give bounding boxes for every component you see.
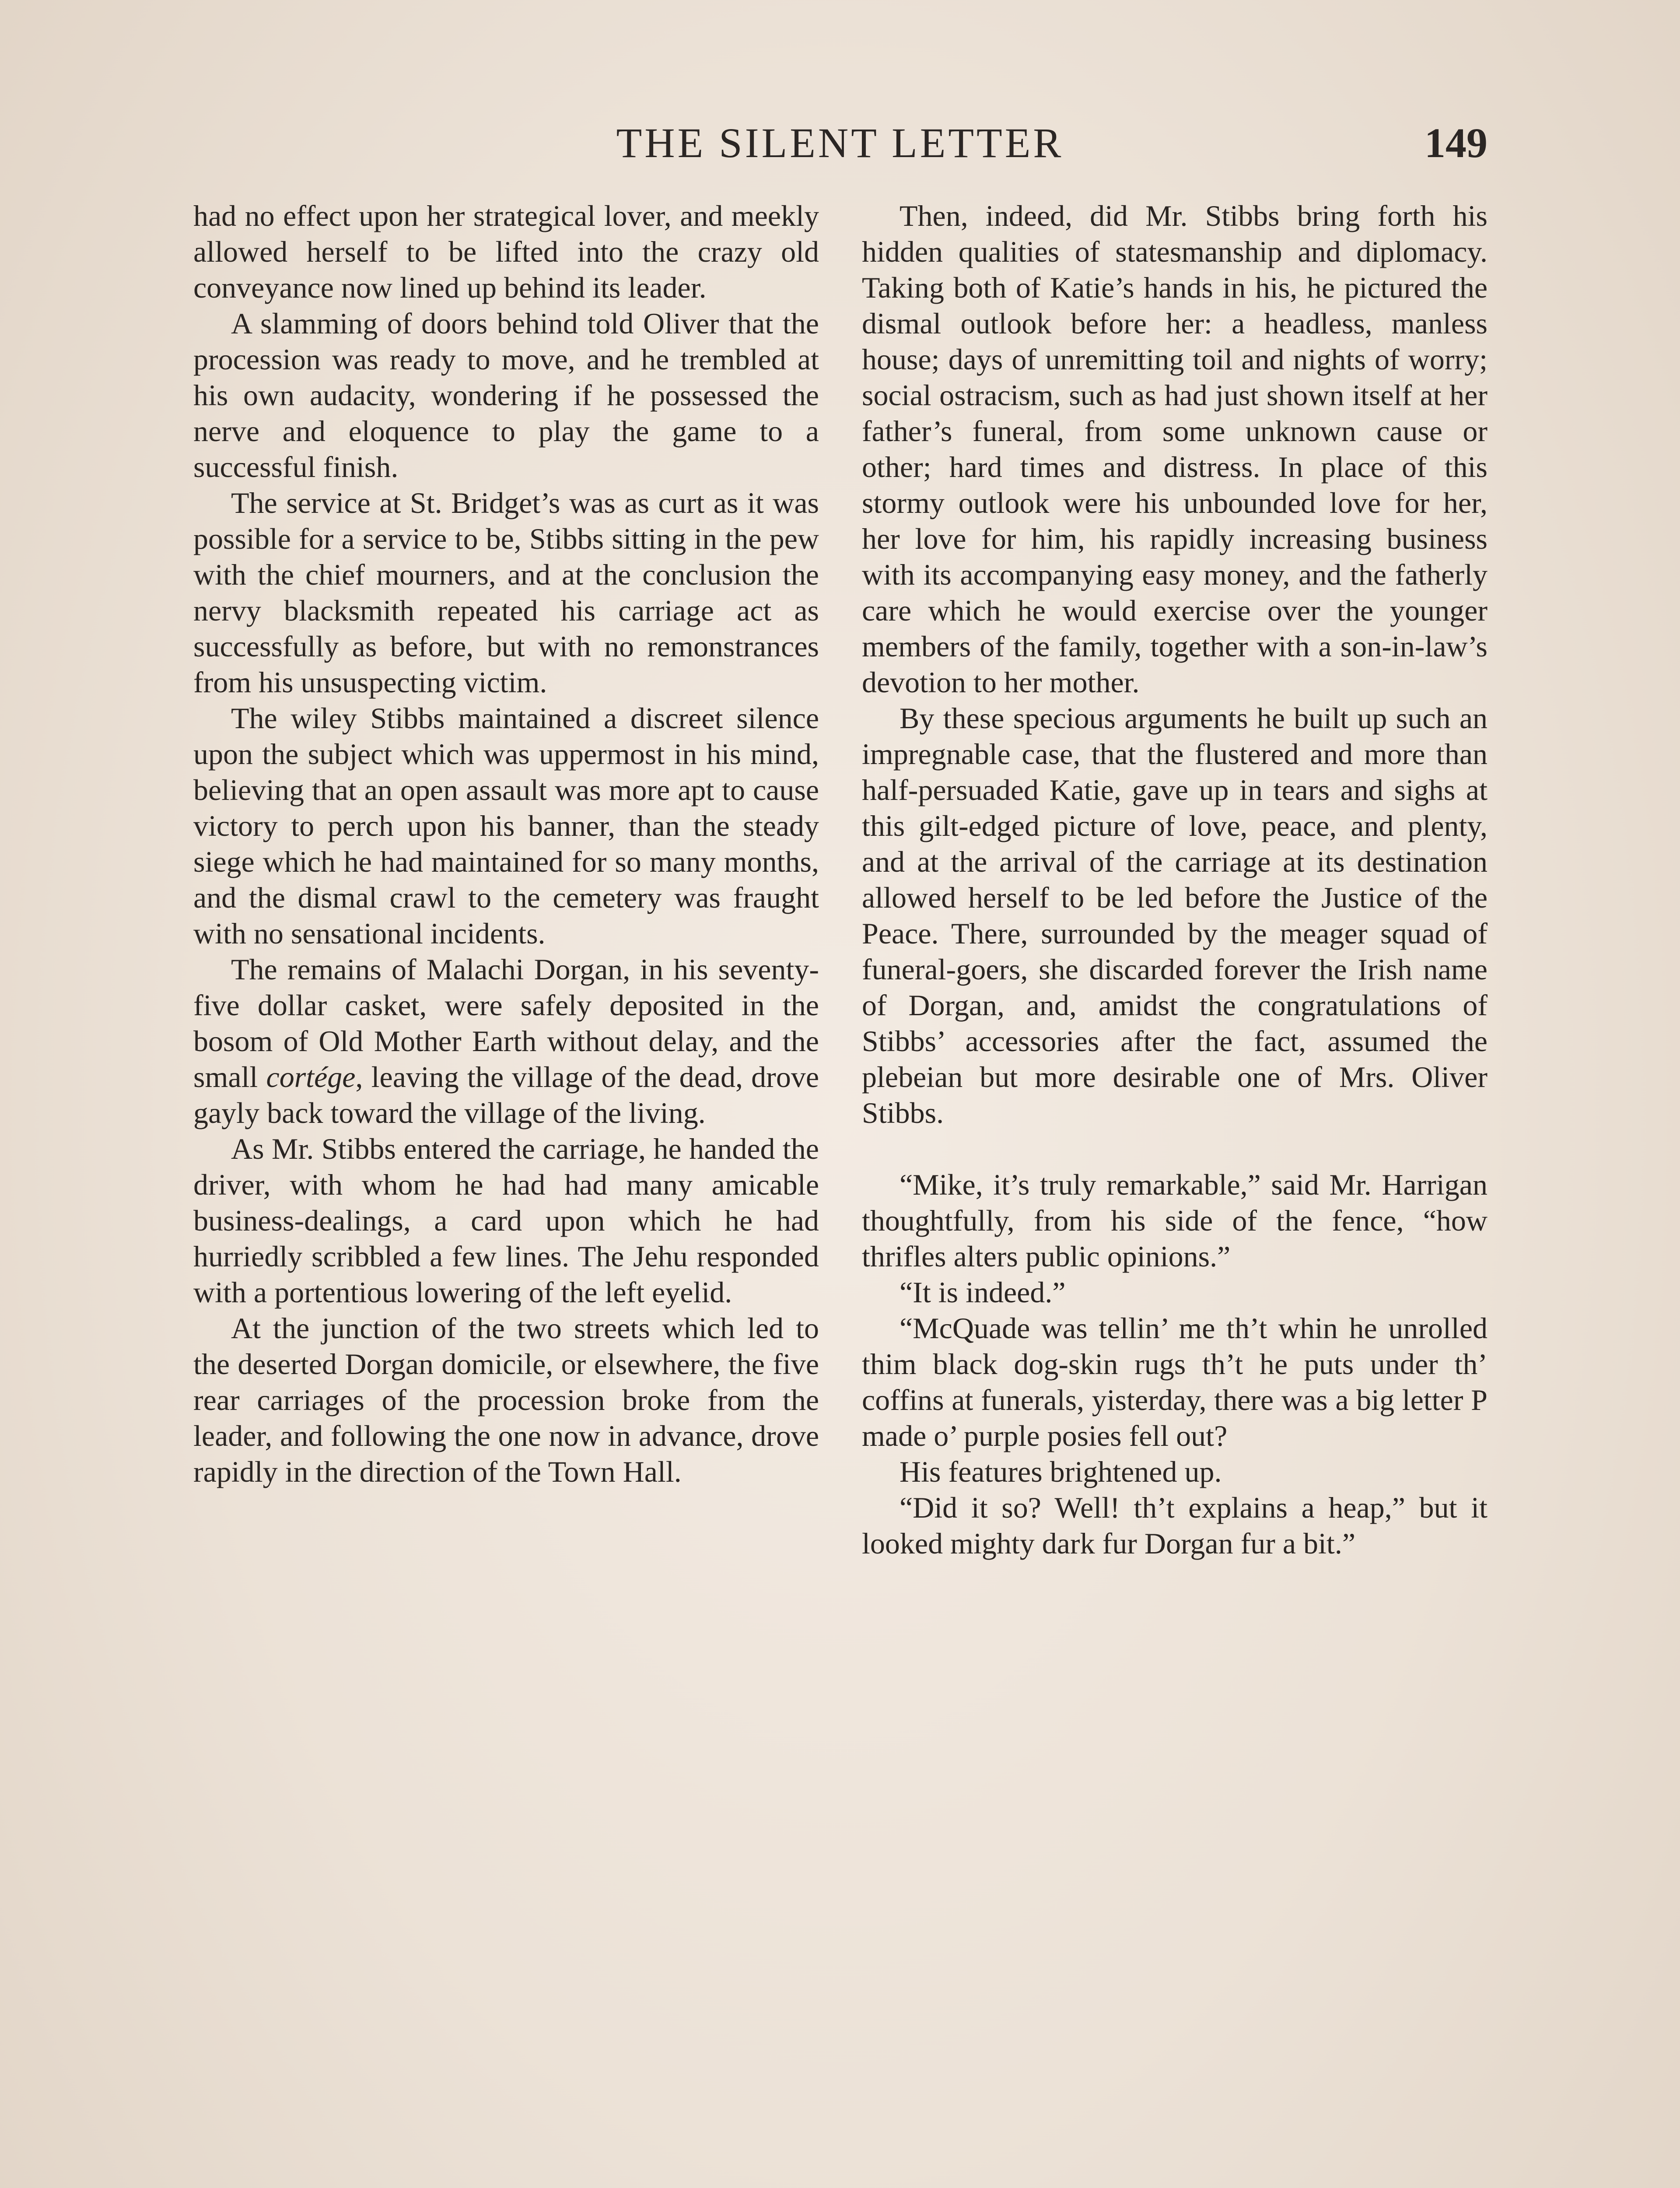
italic-word: cortége — [266, 1060, 356, 1094]
paragraph: The service at St. Bridget’s was as curt as it was possible for a service to be, Stibbs sitting in the pew with the chief mourners, and at the conclusion the nervy blacksmith repeated his carriage act as successfully as before, but with no remonstrances from his unsuspecting victim. — [193, 486, 819, 699]
paragraph: By these specious arguments he built up such an impregnable case, that the flustered and more than half-persuaded Katie, gave up in tears and sighs at this gilt-edged picture of love, peace, and plenty, and at the arrival of the carriage at its destination allowed herself to be led before the Justice of the Peace. There, surrounded by the meager squad of funeral-goers, she discarded forever the Irish name of Dorgan, and, amidst the congratulations of Stibbs’ accessories after the fact, assumed the plebeian but more desirable one of Mrs. Oliver Stibbs. — [862, 701, 1488, 1129]
paragraph: “Mike, it’s truly remarkable,” said Mr. Harrigan thoughtfully, from his side of the fence, “how thrifles alters public opinions.” — [862, 1168, 1488, 1273]
paragraph: The wiley Stibbs maintained a discreet silence upon the subject which was uppermost in his mind, believing that an open assault was more apt to cause victory to perch upon his banner, than the steady siege which he had maintained for so many months, and the dismal crawl to the cemetery was fraught with no sensational incidents. — [193, 701, 819, 950]
left-text-column — [193, 198, 819, 1490]
page-number: 149 — [1424, 119, 1488, 166]
paragraph: had no effect upon her strategical lover, and meekly allowed herself to be lifted into the crazy old conveyance now lined up behind its leader. — [193, 199, 819, 304]
paragraph: At the junction of the two streets which led to the deserted Dorgan domicile, or elsewhere, the five rear carriages of the procession broke from the leader, and following the one now in advance, drove rapidly in the direction of the Town Hall. — [193, 1311, 819, 1488]
paragraph — [193, 951, 819, 1131]
paragraph: Then, indeed, did Mr. Stibbs bring forth his hidden qualities of statesmanship and diplomacy. Taking both of Katie’s hands in his, he pictured the dismal outlook before her: a headless, manless house; days of unremitting toil and nights of worry; social ostracism, such as had just shown itself at her father’s funeral, from some unknown cause or other; hard times and distress. In place of this stormy outlook were his unbounded love for her, her love for him, his rapidly increasing business with its accompanying easy money, and the fatherly care which he would exercise over the younger members of the family, together with a son-in-law’s devotion to her mother. — [862, 199, 1488, 699]
paragraph: His features brightened up. — [900, 1455, 1222, 1488]
paragraph: A slamming of doors behind told Oliver that the procession was ready to move, and he trembled at his own audacity, wondering if he possessed the nerve and eloquence to play the game to a successful finish. — [193, 307, 819, 484]
paragraph: As Mr. Stibbs entered the carriage, he handed the driver, with whom he had had many amicable business-dealings, a card upon which he had hurriedly scribbled a few lines. The Jehu responded with a portentious lowering of the left eyelid. — [193, 1132, 819, 1309]
paragraph: “McQuade was tellin’ me th’t whin he unrolled thim black dog-skin rugs th’t he puts under th’ coffins at funerals, yisterday, there was a big letter P made o’ purple posies fell out? — [862, 1311, 1488, 1452]
running-title: THE SILENT LETTER — [616, 119, 1064, 166]
paragraph: “Did it so? Well! th’t explains a heap,” but it looked mighty dark fur Dorgan fur a bit.” — [862, 1491, 1488, 1560]
paragraph-text: , leaving the village of the dead, drove gayly back toward the village of the living. — [193, 1060, 819, 1129]
right-text-column — [862, 198, 1488, 1561]
paragraph-text: The remains of Malachi Dorgan, in his seventy-five dollar casket, were safely deposited in the bosom of Old Mother Earth without delay, and the small — [193, 953, 819, 1094]
paragraph: “It is indeed.” — [900, 1276, 1066, 1309]
page-header — [192, 115, 1488, 172]
